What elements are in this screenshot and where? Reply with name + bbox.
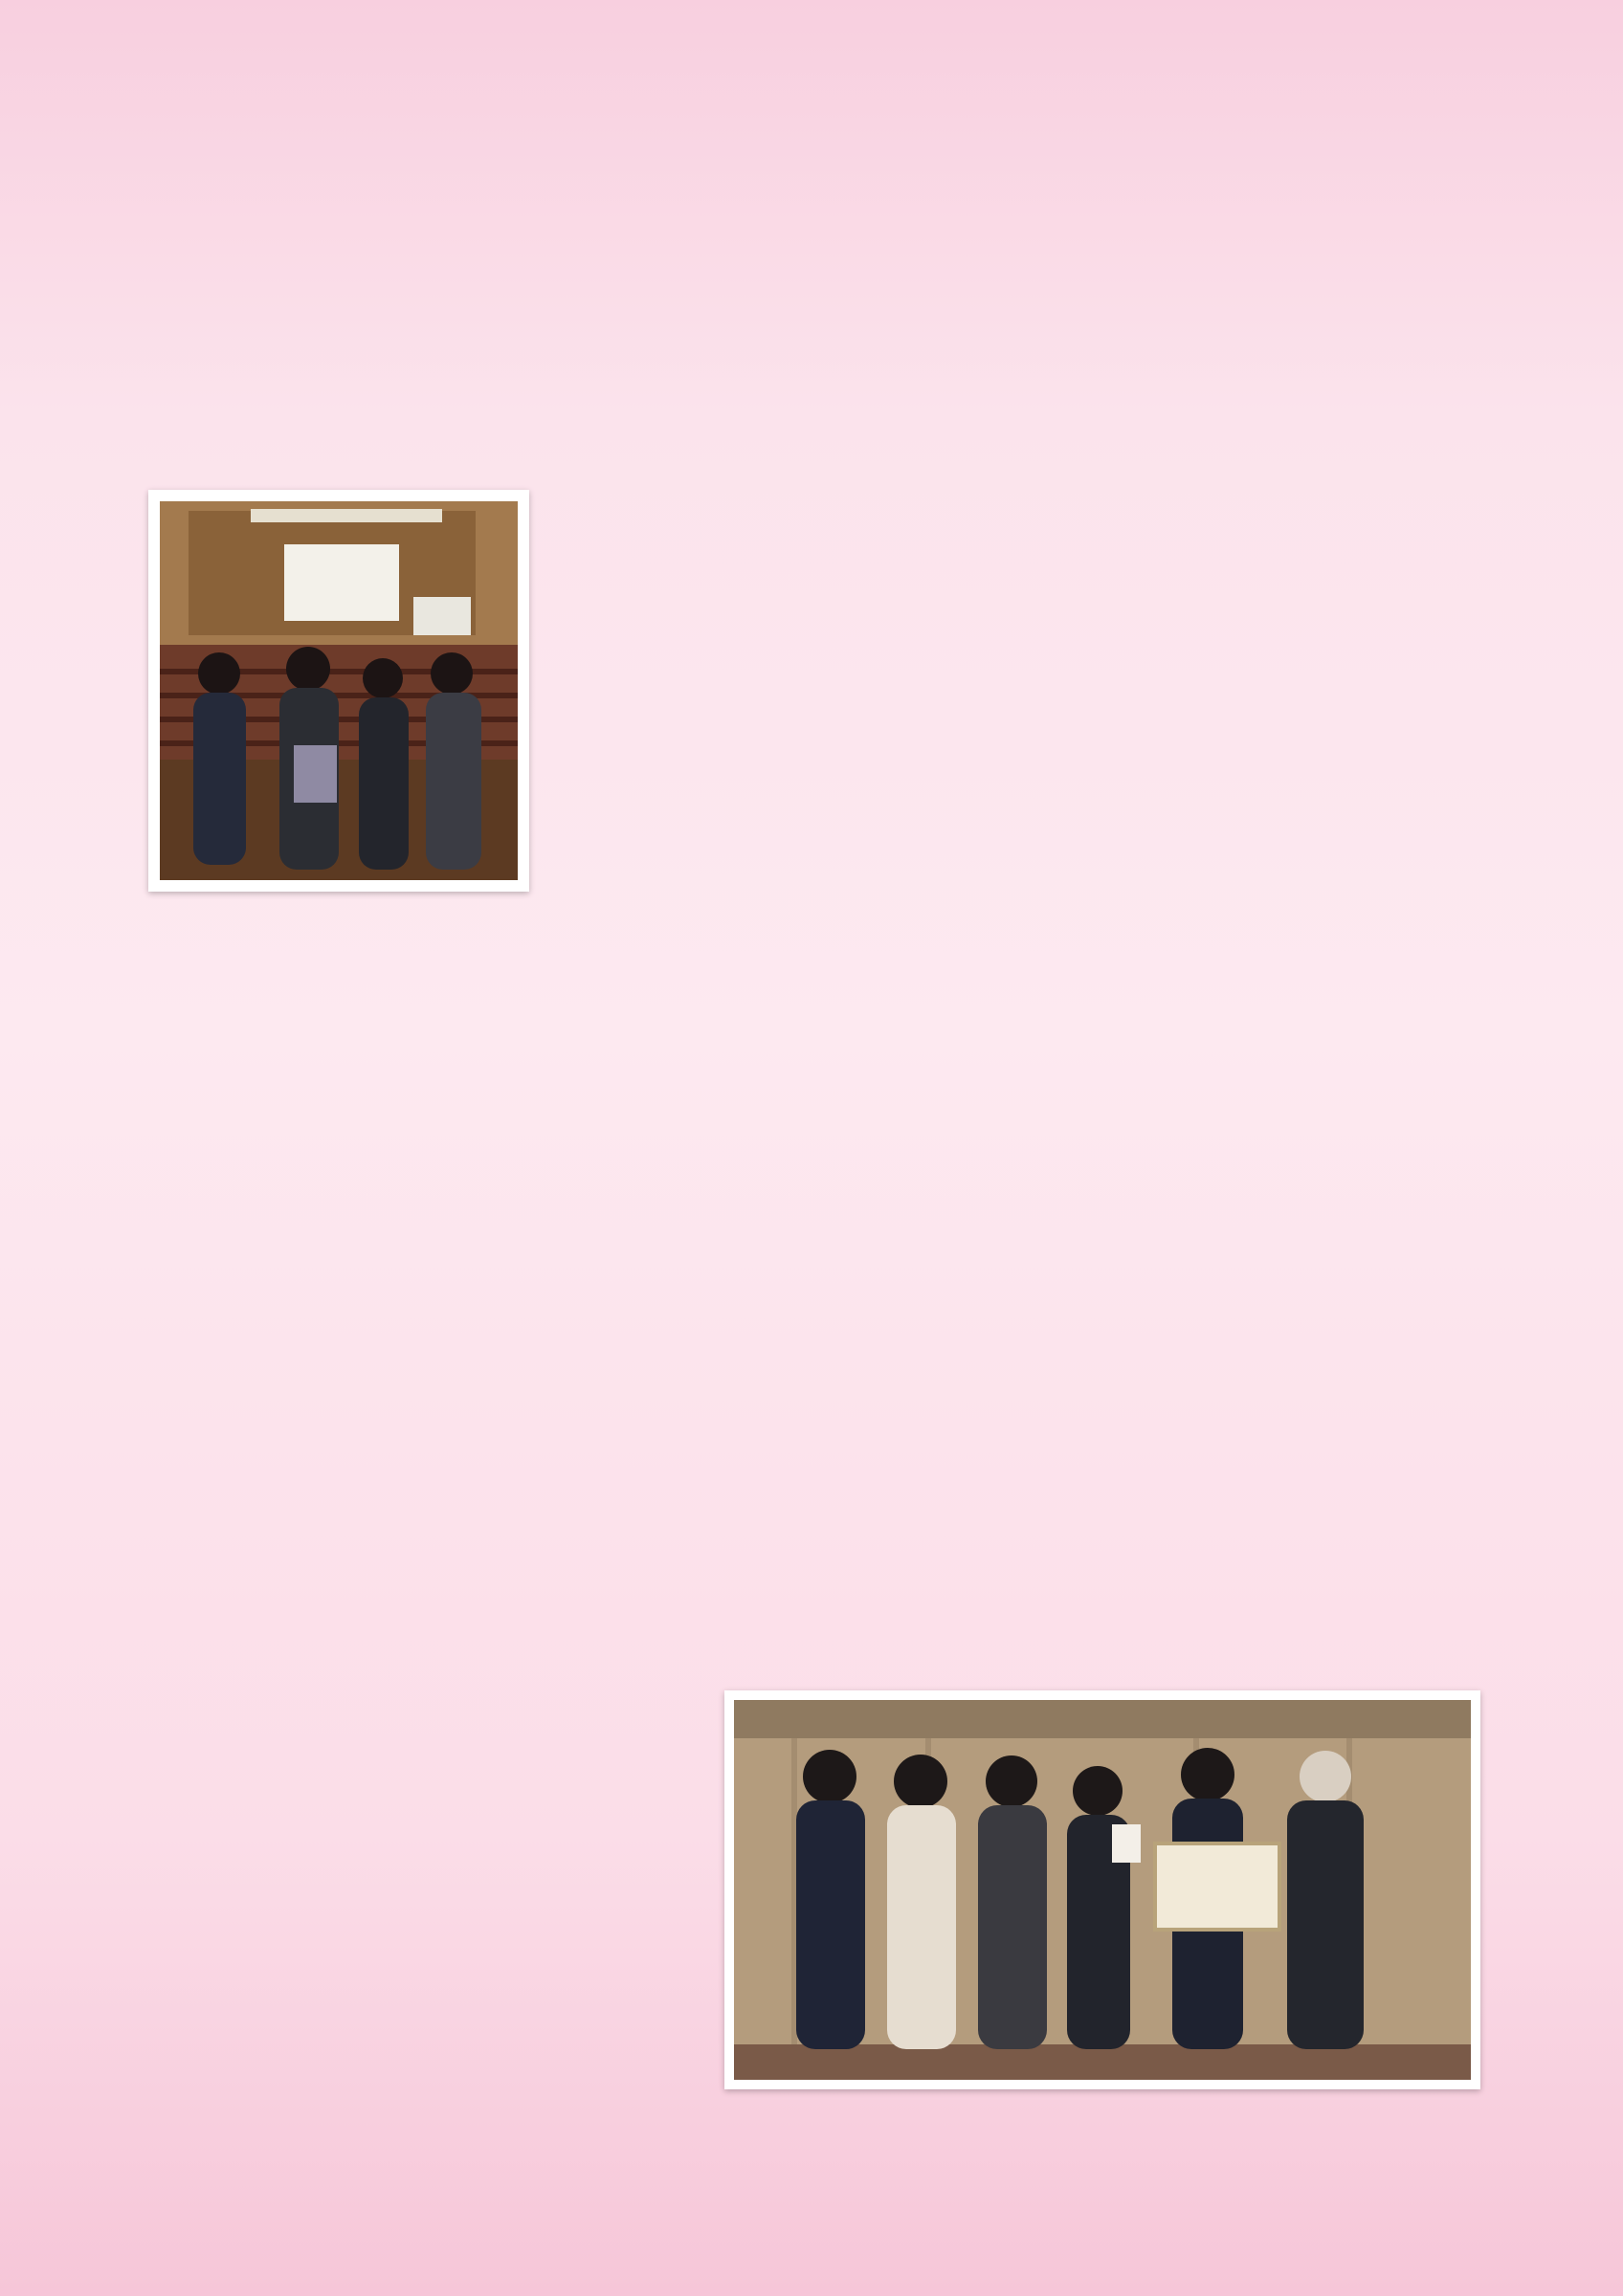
cherry-blossom-border-top [0, 0, 1623, 230]
article-column-left [153, 488, 785, 920]
page-footer [1522, 2193, 1531, 2229]
photo-award-group [724, 1690, 1480, 2089]
photo-spacer [364, 488, 785, 920]
cherry-blossom-border-bottom [0, 2057, 1623, 2296]
byline [1481, 432, 1501, 460]
